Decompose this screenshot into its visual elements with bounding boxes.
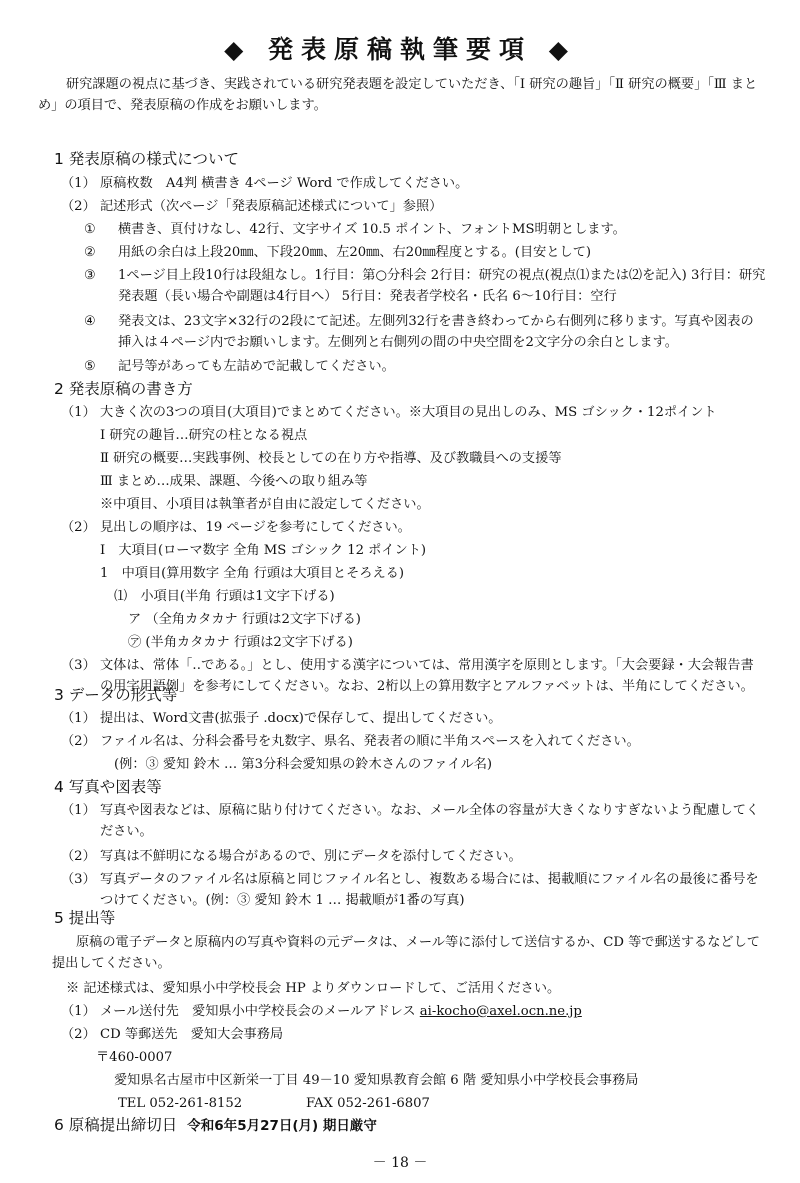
deadline-date: 令和6年5月27日(月) 期日厳守 — [187, 1118, 377, 1134]
s1-item-1-number: （1） — [61, 176, 96, 191]
s2-list-1: Ⅰ 研究の趣旨…研究の柱となる視点 — [100, 428, 308, 443]
s4-item-2: 写真は不鮮明になる場合があるので、別にデータを添付してください。 — [100, 849, 522, 864]
s5-item-1 — [100, 1001, 582, 1022]
section-2-heading: 2 発表原稿の書き方 — [54, 380, 193, 398]
s5-item-2-number: （2） — [61, 1027, 96, 1042]
s4-item-3: 写真データのファイル名は原稿と同じファイル名とし、複数ある場合には、掲載順にファイル名の最後に番号をつけてください。(例：③ 愛知 鈴木 1 … 掲載順が1番の写真) — [100, 872, 759, 908]
s1-sub-3: 1ページ目上段10行は段組なし。1行目：第○分科会 2行目：研究の視点(視点⑴または⑵を記入) 3行目：研究発表題（長い場合や副題は4行目へ） 5行目：発表者学校名・氏名 6～10行目：空行 — [118, 268, 766, 304]
section-1-heading: 1 発表原稿の様式について — [54, 150, 239, 168]
s1-item-1: 原稿枚数 A4判 横書き 4ページ Word で作成してください。 — [100, 176, 469, 191]
s1-sub-5-number: ⑤ — [84, 359, 96, 374]
s2-heading-rule-1: Ⅰ 大項目(ローマ数字 全角 MS ゴシック 12 ポイント) — [100, 543, 427, 558]
s2-heading-rule-5: ㋐ (半角カタカナ 行頭は2文字下げる) — [128, 635, 353, 650]
zip-code: 〒460-0007 — [96, 1050, 173, 1065]
s5-note: ※ 記述様式は、愛知県小中学校長会 HP よりダウンロードして、ご活用ください。 — [66, 981, 561, 996]
s2-item-1: 大きく次の3つの項目(大項目)でまとめてください。※大項目の見出しのみ、MS ゴシック・12ポイント — [100, 405, 717, 420]
s2-list-note: ※中項目、小項目は執筆者が自由に設定してください。 — [100, 497, 430, 512]
s1-sub-4: 発表文は、23文字×32行の2段にて記述。左側列32行を書き終わってから右側列に移ります。写真や図表の挿入は４ページ内でお願いします。左側列と右側列の間の中央空間を2文字分の余白とします。 — [118, 314, 754, 350]
s4-item-3-number: （3） — [61, 872, 96, 887]
s1-sub-2-number: ② — [84, 245, 96, 260]
s5-paragraph: 原稿の電子データと原稿内の写真や資料の元データは、メール等に添付して送信するか、CD 等で郵送するなどして提出してください。 — [52, 935, 760, 971]
s5-email-label: メール送付先 愛知県小中学校長会のメールアドレス — [100, 1004, 416, 1019]
s1-sub-1: 横書き、頁付けなし、42行、文字サイズ 10.5 ポイント、フォントMS明朝とします。 — [118, 222, 626, 237]
s2-item-1-number: （1） — [61, 405, 96, 420]
mailing-address: 愛知県名古屋市中区新栄一丁目 49－10 愛知県教育会館 6 階 愛知県小中学校長会事務局 — [114, 1073, 639, 1088]
section-6 — [54, 1114, 780, 1137]
section-4-heading: 4 写真や図表等 — [54, 778, 162, 796]
s4-item-1: 写真や図表などは、原稿に貼り付けてください。なお、メール全体の容量が大きくなりすぎないよう配慮してください。 — [100, 803, 760, 839]
s4-item-2-number: （2） — [61, 849, 96, 864]
s1-item-2-number: （2） — [61, 199, 96, 214]
s3-item-2-number: （2） — [61, 734, 96, 749]
s1-sub-5: 記号等があっても左詰めで記載してください。 — [118, 359, 395, 374]
page-number: － 18 － — [372, 1155, 428, 1171]
s1-sub-2: 用紙の余白は上段20㎜、下段20㎜、左20㎜、右20㎜程度とする。(目安として) — [118, 245, 592, 260]
s2-heading-rule-3: ⑴ 小項目(半角 行頭は1文字下げる) — [114, 589, 335, 604]
section-5-heading: 5 提出等 — [54, 909, 116, 927]
s4-item-1-number: （1） — [61, 803, 96, 818]
s2-list-2: Ⅱ 研究の概要…実践事例、校長としての在り方や指導、及び教職員への支援等 — [100, 451, 562, 466]
s3-item-2: ファイル名は、分科会番号を丸数字、県名、発表者の順に半角スペースを入れてください。 — [100, 734, 640, 749]
s5-item-2: CD 等郵送先 愛知大会事務局 — [100, 1027, 284, 1042]
s1-item-2: 記述形式（次ページ「発表原稿記述様式について」参照） — [100, 199, 443, 214]
s2-item-3: 文体は、常体「‥である。」とし、使用する漢字については、常用漢字を原則とします。「大会要録・大会報告書の用字用語例」を参考にしてください。なお、2桁以上の算用数字とアルファベットは、半角にしてください。 — [100, 658, 754, 694]
s2-list-3: Ⅲ まとめ…成果、課題、今後への取り組み等 — [100, 474, 368, 489]
intro-paragraph: 研究課題の視点に基づき、実践されている研究発表題を設定していただき、「Ⅰ 研究の趣旨」「Ⅱ 研究の概要」「Ⅲ まとめ」の項目で、発表原稿の作成をお願いします。 — [38, 77, 758, 113]
s2-heading-rule-4: ア （全角カタカナ 行頭は2文字下げる) — [128, 612, 361, 627]
section-6-heading: 6 原稿提出締切日 — [54, 1116, 178, 1134]
s1-sub-1-number: ① — [84, 222, 96, 237]
section-3-heading: 3 データの形式等 — [54, 686, 178, 704]
s3-example: (例：③ 愛知 鈴木 … 第3分科会愛知県の鈴木さんのファイル名) — [114, 757, 493, 772]
s2-item-3-number: （3） — [61, 658, 96, 673]
s2-item-2-number: （2） — [61, 520, 96, 535]
s3-item-1: 提出は、Word文書(拡張子 .docx)で保存して、提出してください。 — [100, 711, 502, 726]
s5-item-1-number: （1） — [61, 1004, 96, 1019]
fax-number: FAX 052-261-6807 — [306, 1096, 430, 1111]
phone-number: TEL 052-261-8152 — [118, 1096, 243, 1111]
s2-item-2: 見出しの順序は、19 ページを参考にしてください。 — [100, 520, 411, 535]
page-title: ◆ 発表原稿執筆要項 ◆ — [224, 35, 576, 64]
email-link[interactable]: ai-kocho@axel.ocn.ne.jp — [419, 1004, 582, 1019]
s1-sub-4-number: ④ — [84, 314, 96, 329]
s2-heading-rule-2: 1 中項目(算用数字 全角 行頭は大項目とそろえる) — [100, 566, 404, 581]
s3-item-1-number: （1） — [61, 711, 96, 726]
s1-sub-3-number: ③ — [84, 268, 96, 283]
